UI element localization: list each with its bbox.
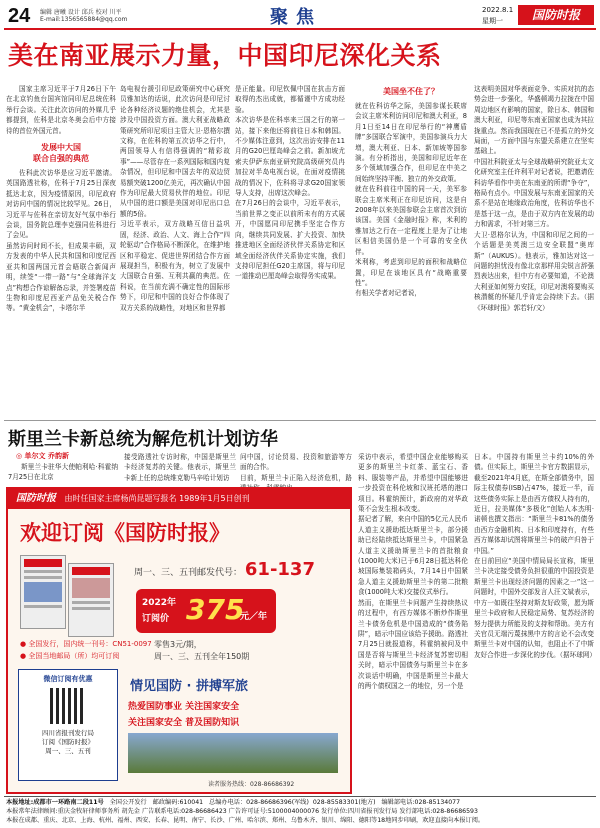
- header-divider: [4, 28, 596, 30]
- footer-postcode: 邮政编码:610041: [152, 799, 204, 806]
- channel-line-3: 周一、三、五刊: [45, 747, 91, 755]
- price-unit: 元／年: [240, 612, 268, 622]
- channel-box: [18, 669, 118, 781]
- article2-col3-body: 问中国，讨论贸易、投资和旅游等方面的合作。 目前，斯里兰卡正陷入经济危机，路: [240, 453, 352, 482]
- footer-public: 全国公开发行: [109, 799, 147, 806]
- ad-poem-1: 热爱国防事业 关注国家安全: [128, 702, 240, 712]
- price-label: 订阅价: [142, 614, 170, 624]
- per-copy: 零售3元/期，: [154, 640, 202, 649]
- price-year: 2022年: [142, 598, 177, 608]
- article2-col5-body: 日本。中国持有斯里兰卡约10%的外债。但实际上，斯里兰卡官方数据显示，截至2021年4月底，在斯全部债务中，国际主权债券(ISB)占47%，接近一半，而这些债务实际上是由西方债权人持有的，近日，拉美媒体“多极化”创始人本杰明·诺顿也撰文指出：“斯里兰卡81%的债务由西方金融机构、日本和印度持有，有些西方媒体却试图将斯里兰卡的破产归咎于中国。” 在日前回应“美国中情局局长宣称，斯里兰卡决定接受债务负担很重的中国投资是斯里兰卡出现经济问题的因素之一”这一问题时，中国外交部发言人汪文斌表示，中方一如既往坚持对斯友好政策，愿为斯里兰卡政府和人民稳定局势、复苏经济的努力提供力所能及的支持和帮助。美方有关官员无端污蔑抹黑中方的言论不会改变斯里兰卡对中国的认知，也阻止不了中斯友好合作进一步深化的步伐。（据环球网）: [474, 453, 596, 659]
- footer-line-1: [6, 798, 596, 807]
- article1-col5: [474, 84, 594, 416]
- masthead-text: 国防时报: [531, 8, 580, 22]
- postal-code: 61-137: [244, 559, 315, 580]
- article1-col3: [235, 84, 345, 416]
- newspaper-thumbnail: [20, 555, 66, 629]
- issue-weekday: 星期一: [482, 17, 503, 25]
- byline-authors: 单尔文 乔韵新: [24, 452, 69, 460]
- ad-banner: [8, 489, 350, 509]
- article2-col2: [124, 452, 236, 484]
- channel-line-2: 订阅《国防时报》: [42, 738, 94, 746]
- article1-subhead-1: 发展中大国 联合自强的典范: [33, 143, 89, 164]
- byline: ◎ 单尔文 乔韵新: [16, 452, 69, 460]
- article2-col3: [240, 452, 352, 484]
- weekly-issues: 周一、三、五刊全年150期: [154, 652, 250, 661]
- section-title: 聚焦: [270, 7, 322, 28]
- newspaper-thumbnail: [68, 563, 114, 637]
- postal-days-label: 周一、三、五刊邮发代号：: [134, 568, 243, 578]
- channel-title: 微信订阅有优惠: [43, 675, 93, 683]
- article1-col4-body: 就在佐科访华之际，美国参谋长联席会议主席米利访问印尼和澳大利亚，8月1日至14日在印尼举行的“神鹰盾牌”多国联合军演中，美国参演兵力大增，澳大利亚、日本、新加坡等国参演。有分析指出，美国和印尼近年在多个领域加强合作，但印尼在中美之间始终坚持平衡、独立的外交政策。 就在佐科前往中国的同一天，美军参联会主席米利正在印尼访问，这是自2008年以来美国参联会主席首次到访该国。美国《金融时报》称，米利的雅加达之行在一定程度上是为了让地区相信美国仍是一个可靠的安全伙伴。 米利称，考虑到印尼的面积和战略位置，印尼在该地区具有“战略重要性”。 有相关学者对记者说，: [355, 102, 467, 298]
- issuance-line-2: ● 全国当地邮局（所）均可订阅: [20, 652, 120, 660]
- article2-col1: [8, 462, 118, 484]
- article2-col2-body: 接受路透社专访时称，中国是斯里兰卡经济复苏的关键。他表示，斯里兰卡新上任的总统维克勒马辛哈计划访: [124, 453, 236, 482]
- qr-code: [50, 688, 86, 724]
- reader-hotline: 读者服务热线：028-86686392: [208, 781, 295, 788]
- footer-local-phone: 028-85583301(地方): [312, 799, 376, 806]
- issue-date: 2022.8.1: [482, 6, 514, 14]
- article1-col3-body: 是正能量。印尼钦佩中国在抗击方面取得的杰出成就，都循谨中方成功经验。 本次访华是佐科率来三国之行的第一站，接下来他还将前往日本和韩国。不少媒体注意到，这次出访安排在11月的G20巴厘岛峰会之前。新加坡尤索夫伊萨东南亚研究院高级研究员冉加拉对半岛电视台说，在面对疫情挑战的情况下，佐科将寻求G20国家领导人支持，出席这次峰会。 在7月26日的会谈中，习近平表示，当前世界之变正以前所未有的方式展开，中国愿同印尼携手坚定合作方向，继续共同发展、扩大投资、加快推进地区全面经济伙伴关系协定和区域全面经济伙伴关系协定实施，我们支持印尼担任G20主席国，将与印尼一道推动巴厘岛峰会取得务实成果。: [235, 85, 345, 281]
- editor-email: E-mail:1356565884@qq.com: [40, 16, 128, 23]
- masthead-logo: [518, 5, 594, 25]
- article2-col5: [474, 452, 594, 794]
- headline-second: 斯里兰卡新总统为解危机计划访华: [8, 429, 278, 450]
- page-number: 24: [8, 5, 31, 27]
- article1-col2: [120, 84, 230, 416]
- subscription-ad: [6, 487, 352, 794]
- section-divider: [4, 420, 596, 421]
- article1-col4: [355, 84, 467, 416]
- ad-banner-brand: 国防时报: [16, 493, 56, 504]
- issuance-text-1: 全国发行，国内统一刊号：CN51-0097: [28, 640, 152, 648]
- channel-line-1: 四川省报刊发行局: [42, 729, 94, 737]
- article1-col2-body: 岛电视台援引印尼政策研究中心研究员雅加达的话说，此次访问是印尼讨论各种经济议题的绝佳机会，尤其是涉及中国投资方面。澳大利亚战略政策研究所印尼项目主管大卫·恩格尔撰文称，在佐科的第五次访华之行中，两国领导人有信得强调的“精彩故事”——尽管存在一系列国际和国内复杂情况，但印尼和中国去年的双边贸易额突破1200亿美元，再次确认中国作为印尼最大贸易伙伴的地位。印尼从中国的进口额是美国对印尼出口总额的5倍。 习近平表示，双方战略互信日益巩固，经济、政治、人文、海上合作“四轮驱动”合作格局不断深化，在维护地区和平稳定、促进世界团结合作方面展现担当，积极有为，树立了发展中大国联合自强、互利共赢的典范。佐科说，在当前充满不确定性的国际形势下，印尼和中国的良好合作体现了双方关系的战略性，对地区和世界都: [120, 85, 230, 312]
- footer-dept-phone: 编辑部电话:028-85134077: [381, 799, 461, 806]
- article2-col1-body: 斯里兰卡驻华大使帕利哈·科霍纳7月25日在北京: [8, 463, 118, 482]
- ad-photo: [128, 733, 338, 773]
- article1-lede: 国家主席习近平于7月26日下午在北京钓鱼台国宾馆同印尼总统佐科举行会谈。关注此次访问的外媒几乎都提到，佐科是北京冬奥会后中方接待的首位外国元首。: [6, 85, 116, 135]
- article1-col1: [6, 84, 116, 416]
- ad-slogan: 情见国防 · 拼搏军旅: [130, 679, 248, 694]
- issuance-text-2: 全国当地邮局（所）均可订阅: [28, 652, 120, 660]
- headline-main: 美在南亚展示力量，中国印尼深化关系: [8, 41, 442, 70]
- article2-col4: [358, 452, 468, 794]
- issuance-line-1: ● 全国发行，国内统一刊号：CN51-0097: [20, 640, 152, 648]
- footer-address: 本报地址:成都市一环路南二段11号: [6, 799, 104, 806]
- article1-subhead-2: 美国坐不住了？: [383, 87, 439, 96]
- postal-days: [134, 559, 315, 580]
- price-value: 375: [186, 593, 245, 626]
- footer-line-3: 本报在成都、重庆、北京、上海、杭州、福州、西安、长春、昆明、南宁、长沙、广州、哈尔滨、郑州、乌鲁木齐、银川、绵阳、德阳等18地同步印刷，欢迎直接向本报订阅。: [6, 817, 485, 824]
- article1-col1-body: 佐科此次访华是应习近平邀请。英国路透社称，佐科于7月25日深夜抵达北京，因为疫情原因，印尼政府对访问中国的情况比较罕见。26日，习近平与佐科在亲切友好气氛中举行会谈，国务院总理李克强同佐科进行了会见。 虽然访问时间不长，但成果丰硕，双方发表的中华人民共和国和印度尼西亚共和国两国元首会晤联合新闻声明，续签“一带一路”与“全球海洋支点”构想合作谅解备忘录，并签署疫苗生物和印度尼西亚产品免关税合作等。“黄金机会”，卡塔尔半: [6, 169, 116, 313]
- footer-editor-phone: 总编办电话：028-86686396(军线): [209, 799, 309, 806]
- editor-credits: 编辑 唐曦 设计 邱兵 校对 川平: [40, 9, 122, 16]
- article1-col5-body: 这表明美国对华表面竞争、实质对抗的态势会进一步强化，华盛顿竭力拉拢在中国周边地区有影响的国家，除日本、韩国和澳大利亚，印尼等东南亚国家也成为其拉拢重点。然而我国现在已不是孤立的外交局面，一方面中国与东盟关系建立在坚实基础上。 中国社科院亚太与全球战略研究院亚太文化研究室主任许利平对记者说，把邀请佐科访华看作中美在东南亚的所谓“争夺”，格局有点小。中国发展与东南亚国家的关系不是站在地缘政治角度，佐科访华也不是基于这一点，是由于双方内在发展的动力和需求，不针对第三方。 大卫·恩格尔认为，中国和印尼之间的一个话题是美英澳三边安全联盟“奥库斯”（AUKUS）。他表示，雅加达对这一问题的担忧没有像北京那样用尖锐言辞强烈表达出来，但中方有必要知道，不论澳大利亚如何努力安抚，印尼对澳将要购买核潜艇的怀疑几乎肯定会持续下去。（据《环球时报》郭若轩/文）: [474, 85, 594, 312]
- ad-welcome: 欢迎订阅《国防时报》: [20, 520, 230, 545]
- footer-line-2: 本报常年法律顾问:重庆金牧轩律师事务所 胡先金 广告联系电话:028-86686423 广告许可证号:5100004000076 发行单位:四川省报刊发行局 发行部电话:028-86686593: [6, 808, 478, 815]
- article2-col4-body: 采访中表示，希望中国企业能够购买更多的斯里兰卡红茶、蓝宝石、香料、服装等产品，并希望中国能够进一步投资在科伦坡和汉班托塔的港口项目。科霍纳预计，新政府的对华政策不会发生根本改变。 据记者了解，来自中国的5亿元人民币人道主义援助抵达斯里兰卡，部分援助已经陆续抵达斯里兰卡，中国紧急人道主义援助斯里兰卡的首批粮食(1000吨大米)已于6月28日抵达科伦坡国际集装箱码头，7月14日中国紧急人道主义援助斯里兰卡的第二批粮食(1000吨大米)交接仪式举行。 然而，在斯里兰卡问题产生持续热议的过程中，有西方媒体不断炒作斯里兰卡债务危机是中国造成的“债务陷阱”，暗示中国应该给予援助。路透社7月25日就报道称，科霍纳被问及中国是否将与斯里兰卡经济复苏密切相关时，暗示中国债务与斯里兰卡在多次谈话中明确，中国是斯里兰卡最大的两个债权国之一的地位，另一个是: [358, 453, 468, 690]
- ad-poem-2: 关注国家安全 普及国防知识: [128, 718, 240, 728]
- footer-divider: [4, 796, 596, 797]
- ad-banner-text: 由时任国家主席杨尚昆题写报名 1989年1月5日创刊: [64, 494, 250, 503]
- price-badge: [136, 589, 276, 633]
